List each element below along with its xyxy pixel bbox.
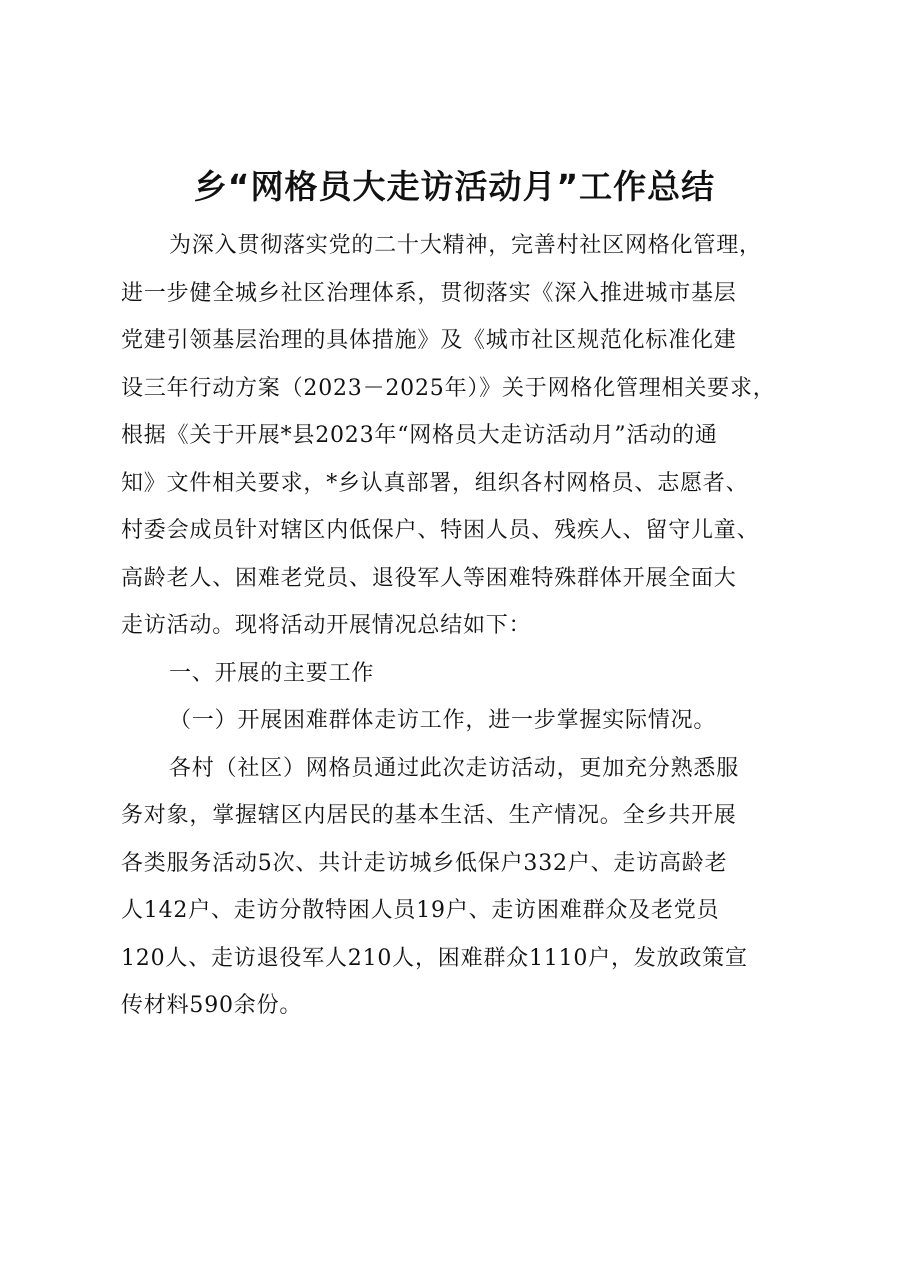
paragraph-line: 为深入贯彻落实党的二十大精神，完善村社区网格化管理， <box>169 233 762 258</box>
paragraph-line: 各类服务活动5次、共计走访城乡低保户332户、走访高龄老 <box>121 850 728 876</box>
paragraph-line: 党建引领基层治理的具体措施》及《城市社区规范化标准化建 <box>121 328 737 353</box>
paragraph-line: 各村（社区）网格员通过此次走访活动，更加充分熟悉服 <box>169 755 740 781</box>
paragraph-line: 设三年行动方案（2023－2025年）》关于网格化管理相关要求， <box>121 375 776 401</box>
document-body <box>121 222 791 1030</box>
paragraph-line: 知》文件相关要求，*乡认真部署，组织各村网格员、志愿者、 <box>121 470 749 496</box>
paragraph-line: 根据《关于开展*县2023年“网格员大走访活动月”活动的通 <box>121 423 718 448</box>
paragraph-line: 120人、走访退役军人210人，困难群众1110户，发放政策宣 <box>121 945 748 971</box>
section-heading: 一、开展的主要工作 <box>169 660 375 686</box>
paragraph-line: 走访活动。现将活动开展情况总结如下： <box>121 613 532 638</box>
paragraph-line: 高龄老人、困难老党员、退役军人等困难特殊群体开展全面大 <box>121 565 737 591</box>
paragraph-line: 务对象，掌握辖区内居民的基本生活、生产情况。全乡共开展 <box>121 803 737 828</box>
subsection-heading: （一）开展困难群体走访工作，进一步掌握实际情况。 <box>169 708 717 733</box>
paragraph-line: 村委会成员针对辖区内低保户、特困人员、残疾人、留守儿童、 <box>121 518 760 543</box>
paragraph-line: 传材料590余份。 <box>121 993 303 1018</box>
document-title: 乡“网格员大走访活动月”工作总结 <box>193 167 716 206</box>
paragraph-line: 进一步健全城乡社区治理体系，贯彻落实《深入推进城市基层 <box>121 280 737 306</box>
paragraph-line: 人142户、走访分散特困人员19户、走访困难群众及老党员 <box>121 898 720 923</box>
